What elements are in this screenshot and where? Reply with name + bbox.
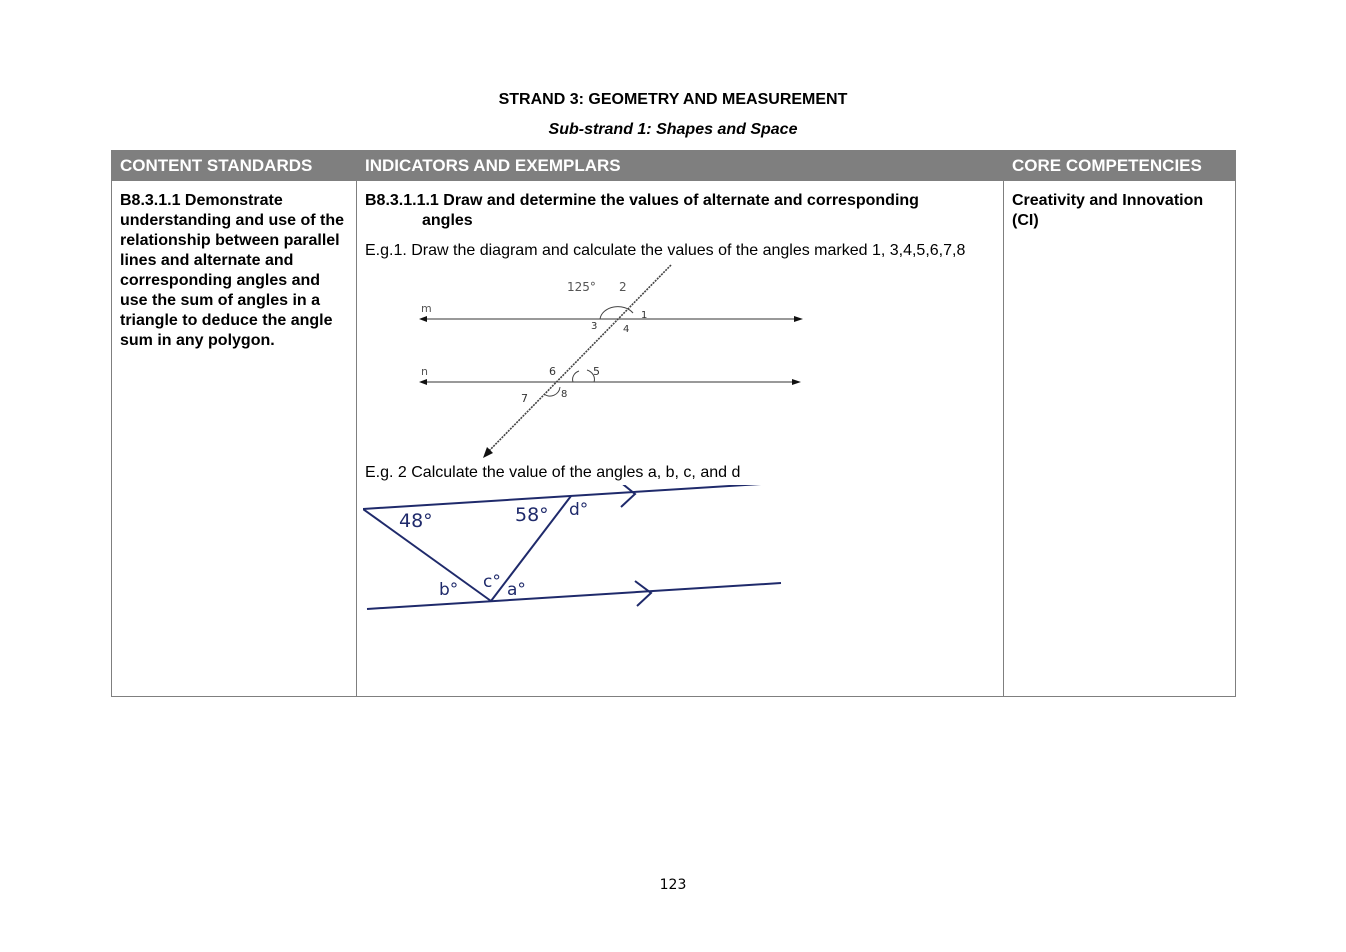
- table-header-row: [112, 151, 1236, 181]
- curriculum-table: [111, 150, 1236, 697]
- indicator-title: B8.3.1.1.1 Draw and determine the values of alternate and corresponding: [365, 192, 919, 209]
- content-standard-text: B8.3.1.1 Demonstrate understanding and use of the relationship between parallel lines and alternate and corresponding angles and use the sum of angles in a triangle to deduce the angle sum in any polygon.: [120, 192, 345, 349]
- lower-parallel-line: [367, 583, 781, 609]
- angle-48-label: 48°: [399, 510, 433, 532]
- arrow-right-m: [794, 316, 803, 322]
- angle-2-label: 2: [619, 280, 627, 294]
- arrow-left-m: [419, 316, 427, 322]
- angle-58-label: 58°: [515, 504, 549, 526]
- angle-6-label: 6: [549, 365, 556, 378]
- angle-3-label: 3: [591, 321, 598, 332]
- upper-line-arrow: [619, 485, 635, 507]
- angle-d-label: d°: [569, 500, 589, 520]
- table-row: [112, 181, 1236, 697]
- line-n-label: n: [421, 365, 428, 378]
- parallel-lines-diagram: [413, 263, 813, 463]
- indicator-cell: [357, 181, 1004, 697]
- strand-title: STRAND 3: GEOMETRY AND MEASUREMENT: [498, 91, 848, 108]
- header-indicators-exemplars: INDICATORS AND EXEMPLARS: [357, 151, 1004, 181]
- core-competency-cell: [1004, 181, 1236, 697]
- indicator-title-continued: angles: [422, 212, 473, 229]
- angle-125-label: 125°: [567, 280, 596, 294]
- example-1-text: E.g.1. Draw the diagram and calculate the values of the angles marked 1, 3,4,5,6,7,8: [365, 242, 966, 259]
- angle-7-label: 7: [521, 392, 528, 405]
- angle-b-label: b°: [439, 580, 459, 600]
- arrow-right-n: [792, 379, 801, 385]
- page-number: 123: [659, 877, 687, 893]
- core-competency-text: Creativity and Innovation (CI): [1012, 192, 1204, 229]
- angle-1-label: 1: [641, 310, 648, 321]
- angle-4-label: 4: [623, 324, 630, 335]
- angle-5-label: 5: [593, 365, 600, 378]
- angle-arc-6: [573, 371, 579, 382]
- triangle-parallel-diagram: [363, 485, 793, 625]
- arrow-left-n: [419, 379, 427, 385]
- header-content-standards: CONTENT STANDARDS: [112, 151, 357, 181]
- content-standard-cell: [112, 181, 357, 697]
- angle-a-label: a°: [507, 580, 526, 600]
- lower-line-arrow: [635, 581, 651, 606]
- substrand-title: Sub-strand 1: Shapes and Space: [548, 121, 798, 138]
- angle-c-label: c°: [483, 572, 501, 592]
- example-2-text: E.g. 2 Calculate the value of the angles a, b, c, and d: [365, 464, 741, 481]
- line-m-label: m: [421, 302, 432, 315]
- header-core-competencies: CORE COMPETENCIES: [1004, 151, 1236, 181]
- angle-8-label: 8: [561, 389, 568, 400]
